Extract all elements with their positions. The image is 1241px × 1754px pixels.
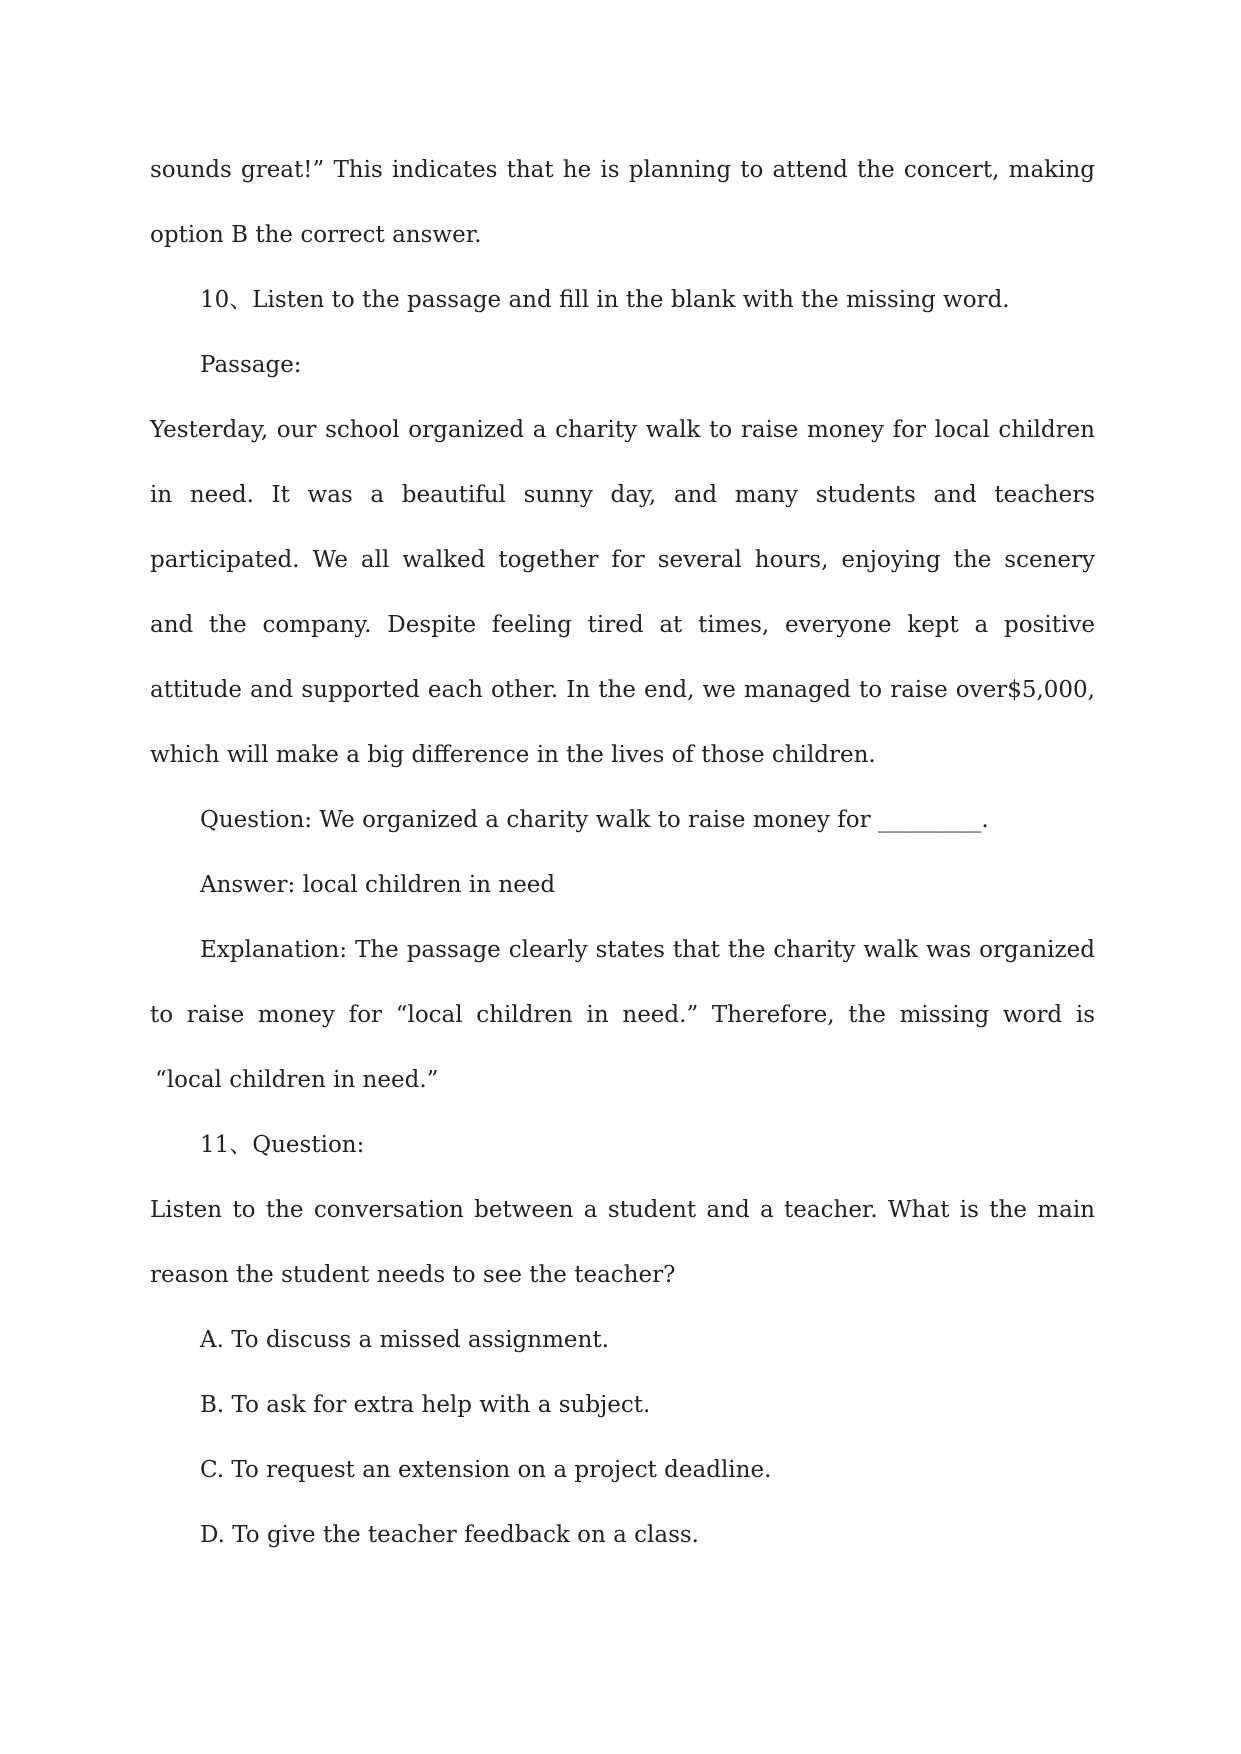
question-line: Question: We organized a charity walk to raise money for _________. xyxy=(200,807,989,833)
passage-line: and the company. Despite feeling tired at times, everyone kept a positive xyxy=(150,612,1095,638)
question-text: reason the student needs to see the teacher? xyxy=(150,1262,676,1288)
question-11-heading: 11、Question: xyxy=(200,1132,365,1158)
passage-line: attitude and supported each other. In the end, we managed to raise over$5,000, xyxy=(150,677,1095,703)
question-10-heading: 10、Listen to the passage and fill in the blank with the missing word. xyxy=(200,287,1010,313)
document-body xyxy=(150,138,1095,1568)
passage-label: Passage: xyxy=(200,352,302,378)
text-line: sounds great!” This indicates that he is planning to attend the concert, making xyxy=(150,157,1095,183)
answer-line: Answer: local children in need xyxy=(200,872,556,898)
passage-line: participated. We all walked together for several hours, enjoying the scenery xyxy=(150,547,1095,573)
passage-line: Yesterday, our school organized a charity walk to raise money for local children xyxy=(150,417,1095,443)
explanation-line: “local children in need.” xyxy=(155,1067,439,1093)
option-a: A. To discuss a missed assignment. xyxy=(200,1327,609,1353)
option-c: C. To request an extension on a project deadline. xyxy=(200,1457,772,1483)
option-b: B. To ask for extra help with a subject. xyxy=(200,1392,651,1418)
question-text: Listen to the conversation between a student and a teacher. What is the main xyxy=(150,1197,1095,1223)
option-d: D. To give the teacher feedback on a class. xyxy=(200,1522,699,1548)
text-line: option B the correct answer. xyxy=(150,222,482,248)
passage-line: in need. It was a beautiful sunny day, and many students and teachers xyxy=(150,482,1095,508)
passage-line: which will make a big difference in the lives of those children. xyxy=(150,742,876,768)
explanation-line: Explanation: The passage clearly states that the charity walk was organized xyxy=(200,937,1095,963)
explanation-line: to raise money for “local children in need.” Therefore, the missing word is xyxy=(150,1002,1095,1028)
